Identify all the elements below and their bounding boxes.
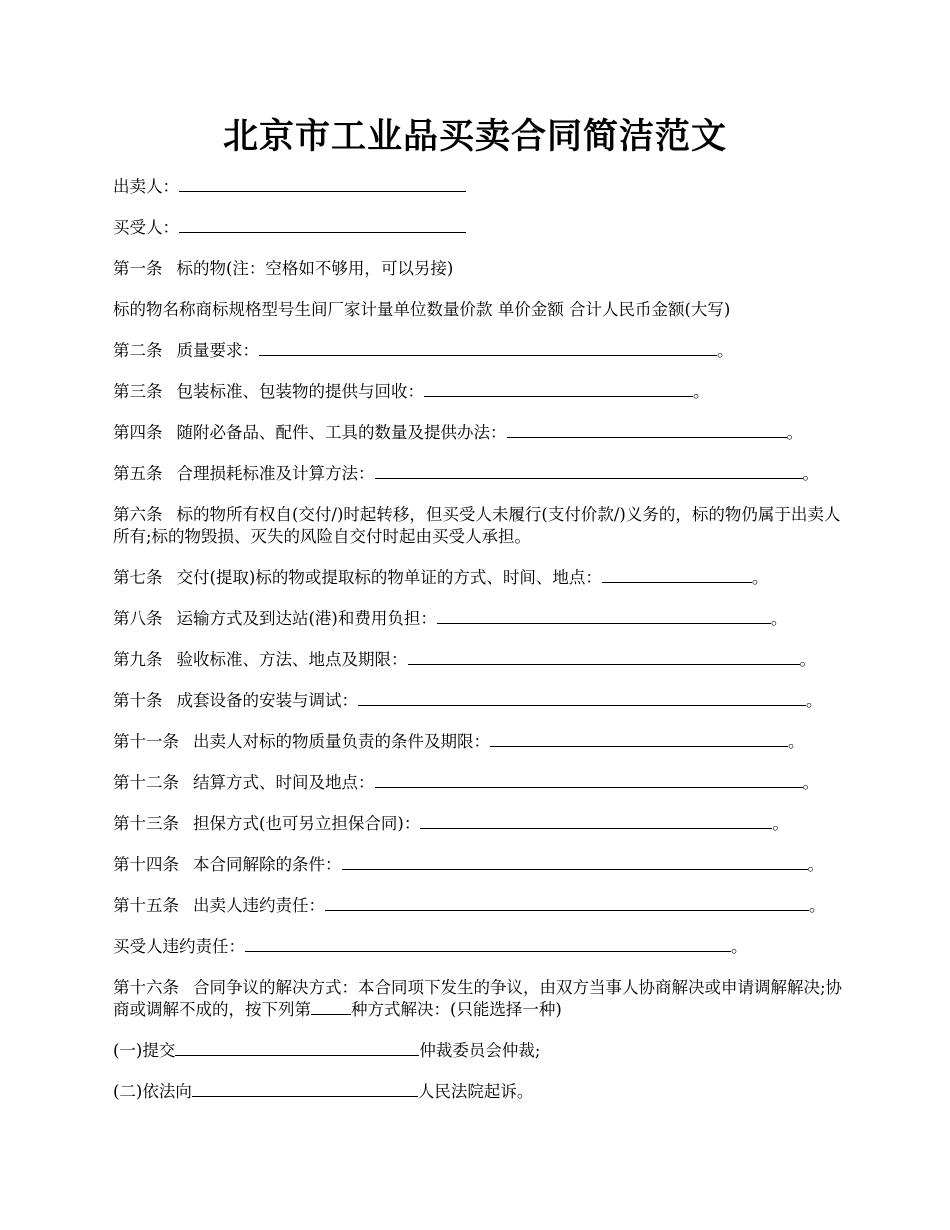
seller-label: 出卖人：	[113, 177, 179, 196]
article-3	[113, 381, 848, 403]
article-text: 出卖人违约责任：	[193, 896, 325, 915]
article-1	[113, 258, 848, 280]
article-text: 标的物(注：空格如不够用，可以另接)	[176, 259, 454, 278]
period: 。	[809, 896, 826, 915]
buyer-label: 买受人：	[113, 218, 179, 237]
fill-blank	[192, 1081, 418, 1097]
period: 。	[799, 650, 816, 669]
period: 。	[802, 464, 819, 483]
article-14	[113, 854, 848, 876]
article-number: 第九条	[113, 650, 163, 669]
article-text: 包装标准、包装物的提供与回收：	[176, 382, 424, 401]
article-number: 第十六条	[113, 978, 179, 997]
fill-blank	[490, 731, 788, 747]
article-text: 标的物所有权自(交付/)时起转移，但买受人未履行(支付价款/)义务的，标的物仍属于出卖人所有;标的物毁损、灭失的风险自交付时起由买受人承担。	[113, 505, 841, 546]
period: 。	[807, 855, 824, 874]
fill-blank	[259, 340, 717, 356]
article-4	[113, 422, 848, 444]
fill-blank	[602, 567, 752, 583]
period: 。	[731, 937, 748, 956]
article-7	[113, 567, 848, 589]
article-text: 交付(提取)标的物或提取标的物单证的方式、时间、地点：	[176, 568, 602, 587]
article-text: 本合同解除的条件：	[193, 855, 342, 874]
article-number: 第十条	[113, 691, 163, 710]
article-text: 合同争议的解决方式：本合同项下发生的争议，由双方当事人协商解决或申请调解解决;协商或调解不成的，按下列第	[113, 978, 843, 1019]
fill-blank	[408, 649, 800, 665]
article-10	[113, 690, 848, 712]
seller-line	[113, 176, 848, 198]
period: 。	[770, 609, 788, 628]
fill-blank	[245, 936, 731, 952]
fill-blank	[420, 813, 772, 829]
option-2	[113, 1081, 848, 1103]
article-text: 运输方式及到达站(港)和费用负担：	[176, 609, 437, 628]
period: 。	[788, 732, 805, 751]
article-number: 第十五条	[113, 896, 179, 915]
article-text: 担保方式(也可另立担保合同)：	[193, 814, 421, 833]
article-number: 第五条	[113, 464, 163, 483]
article-15	[113, 895, 848, 917]
article-number: 第十三条	[113, 814, 179, 833]
article-9	[113, 649, 848, 671]
article-number: 第十一条	[113, 732, 179, 751]
fill-blank	[325, 895, 809, 911]
article-number: 第三条	[113, 382, 163, 401]
period: 。	[717, 341, 734, 360]
fill-blank	[311, 999, 351, 1015]
period: 。	[786, 423, 803, 442]
article-1-detail: 标的物名称商标规格型号生间厂家计量单位数量价款 单价金额 合计人民币金额(大写)	[113, 300, 731, 319]
article-number: 第十四条	[113, 855, 179, 874]
period: 。	[693, 382, 710, 401]
article-16	[113, 977, 848, 1021]
fill-blank	[507, 422, 787, 438]
seller-blank	[179, 176, 466, 192]
article-text: 成套设备的安装与调试：	[176, 691, 358, 710]
buyer-blank	[179, 217, 466, 233]
article-text: 验收标准、方法、地点及期限：	[176, 650, 408, 669]
fill-blank	[175, 1040, 419, 1056]
fill-blank	[375, 772, 803, 788]
option-1	[113, 1040, 848, 1062]
fill-blank	[437, 608, 771, 624]
article-12	[113, 772, 848, 794]
buyer-liability-line	[113, 936, 848, 958]
option-prefix: (二)依法向	[113, 1082, 192, 1101]
fill-blank	[358, 690, 806, 706]
article-number: 第六条	[113, 505, 163, 524]
option-prefix: (一)提交	[113, 1041, 176, 1060]
period: 。	[751, 568, 769, 587]
period: 。	[772, 814, 789, 833]
buyer-line	[113, 217, 848, 239]
contract-body	[113, 176, 848, 1122]
article-5	[113, 463, 848, 485]
article-text: 质量要求：	[176, 341, 259, 360]
option-suffix: 人民法院起诉。	[417, 1082, 534, 1101]
article-number: 第一条	[113, 259, 163, 278]
article-2	[113, 340, 848, 362]
article-8	[113, 608, 848, 630]
period: 。	[802, 773, 819, 792]
document-title: 北京市工业品买卖合同简洁范文	[222, 116, 727, 157]
article-number: 第七条	[113, 568, 163, 587]
article-text: 随附必备品、配件、工具的数量及提供办法：	[176, 423, 507, 442]
article-number: 第八条	[113, 609, 163, 628]
article-13	[113, 813, 848, 835]
article-text-cont: 种方式解决：(只能选择一种)	[351, 1000, 562, 1019]
fill-blank	[342, 854, 808, 870]
article-6	[113, 504, 848, 548]
article-text: 出卖人对标的物质量负责的条件及期限：	[193, 732, 490, 751]
option-suffix: 仲裁委员会仲裁;	[419, 1041, 541, 1060]
article-number: 第二条	[113, 341, 163, 360]
article-11	[113, 731, 848, 753]
article-text: 结算方式、时间及地点：	[193, 773, 375, 792]
fill-blank	[375, 463, 803, 479]
article-text: 合理损耗标准及计算方法：	[176, 464, 375, 483]
buyer-liability-label: 买受人违约责任：	[113, 937, 245, 956]
article-number: 第十二条	[113, 773, 179, 792]
article-number: 第四条	[113, 423, 163, 442]
fill-blank	[424, 381, 693, 397]
period: 。	[806, 691, 823, 710]
